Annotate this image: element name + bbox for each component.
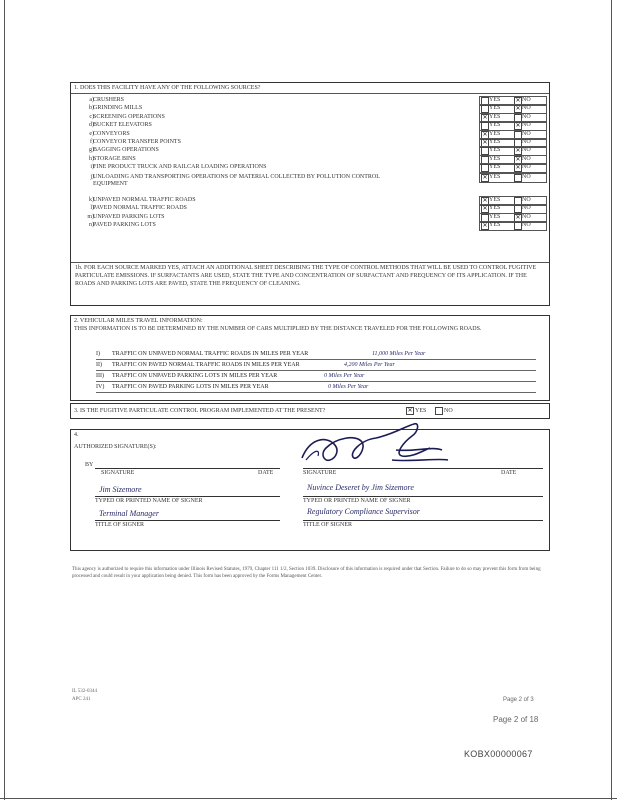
source-name: FINE PRODUCT TRUCK AND RAILCAR LOADING OPERATIONS — [93, 164, 267, 171]
fugitive-particulate-form — [70, 82, 548, 549]
no-label: NO — [444, 408, 453, 414]
page-edge — [611, 0, 612, 800]
handwritten-signature — [296, 420, 466, 470]
vmt-row — [96, 372, 536, 382]
source-name: STORAGE BINS — [93, 155, 136, 162]
control-program-question: 3. IS THE FUGITIVE PARTICULATE CONTROL PROGRAM IMPLEMENTED AT THE PRESENT? — [74, 408, 326, 414]
yes-checkbox[interactable]: ✕ — [482, 130, 488, 138]
source-letter: b) — [89, 105, 94, 112]
name-label: TYPED OR PRINTED NAME OF SIGNER — [95, 498, 203, 504]
vmt-number: II) — [96, 362, 102, 368]
source-name: UNPAVED NORMAL TRAFFIC ROADS — [93, 197, 196, 203]
signature-label: SIGNATURE — [303, 470, 337, 476]
source-row — [71, 114, 549, 122]
source-row — [71, 139, 549, 147]
vmt-row — [96, 361, 536, 371]
yes-checkbox[interactable] — [481, 164, 489, 172]
section-control-program — [70, 403, 550, 419]
source-name: CONVEYOR TRANSFER POINTS — [93, 139, 181, 145]
source-letter: j) — [90, 174, 94, 180]
section-vehicular-miles — [70, 315, 550, 401]
source-name: PAVED NORMAL TRAFFIC ROADS — [93, 205, 187, 212]
no-checkbox[interactable] — [435, 407, 443, 415]
signature-line — [95, 468, 280, 469]
source-letter: m) — [87, 213, 94, 220]
vmt-number: I) — [96, 351, 100, 357]
source-row — [71, 156, 549, 164]
vmt-label: TRAFFIC ON UNPAVED NORMAL TRAFFIC ROADS IN MILES PER YEAR — [112, 351, 309, 357]
source-row — [71, 164, 549, 172]
no-label: NO — [522, 139, 531, 145]
no-label: NO — [522, 147, 531, 154]
title-line — [303, 520, 543, 521]
signer-title: Terminal Manager — [99, 509, 159, 518]
form-id: IL 532-0344 — [72, 689, 97, 694]
authorized-signature-label: AUTHORIZED SIGNATURE(S): — [74, 444, 157, 450]
divider — [71, 262, 549, 263]
no-checkbox[interactable] — [514, 174, 522, 182]
source-letter: a) — [89, 97, 94, 103]
vmt-value[interactable]: 4,200 Miles Per Year — [344, 362, 395, 368]
yes-checkbox[interactable]: ✕ — [482, 139, 488, 146]
signature-line — [303, 468, 543, 469]
name-line — [303, 496, 543, 497]
yes-label: YES — [489, 139, 501, 145]
no-label: NO — [522, 164, 531, 171]
yes-label: YES — [489, 130, 501, 137]
no-label: NO — [522, 213, 531, 220]
yes-label: YES — [489, 205, 501, 212]
vmt-label: TRAFFIC ON UNPAVED PARKING LOTS IN MILES PER YEAR — [112, 373, 278, 379]
source-letter: g) — [89, 147, 94, 154]
vmt-value[interactable]: 0 Miles Per Year — [324, 373, 365, 379]
no-checkbox[interactable]: ✕ — [515, 164, 521, 172]
section-number: 4. — [74, 432, 79, 438]
source-row — [71, 174, 549, 187]
yes-checkbox[interactable]: ✕ — [482, 113, 488, 121]
yes-label: YES — [489, 222, 501, 229]
vmt-value[interactable]: 11,000 Miles Per Year — [372, 351, 426, 357]
page-edge — [4, 0, 5, 800]
source-name: CRUSHERS — [93, 97, 125, 103]
source-name: BUCKET ELEVATORS — [93, 122, 152, 129]
vmt-row — [96, 350, 536, 360]
name-line — [95, 496, 280, 497]
section-sources — [70, 82, 550, 306]
yes-label: YES — [489, 174, 501, 180]
section-title: 1. DOES THIS FACILITY HAVE ANY OF THE FOLLOWING SOURCES? — [74, 85, 261, 91]
vmt-number: IV) — [96, 384, 105, 390]
page-reference: Page 2 of 3 — [503, 697, 534, 703]
section-intro: THIS INFORMATION IS TO BE DETERMINED BY THE NUMBER OF CARS MULTIPLIED BY THE DISTANCE TRAVELED FOR THE FOLLOWING ROADS. — [74, 326, 482, 332]
date-label: DATE — [501, 470, 517, 476]
no-label: NO — [522, 105, 531, 112]
yes-checkbox[interactable]: ✕ — [482, 222, 488, 230]
by-label: BY — [85, 462, 94, 468]
source-name: UNPAVED PARKING LOTS — [93, 213, 165, 220]
yes-label: YES — [489, 122, 501, 129]
source-row — [71, 222, 549, 230]
title-label: TITLE OF SIGNER — [303, 522, 352, 528]
no-label: NO — [522, 222, 531, 229]
bates-number: KOBX00000067 — [464, 749, 533, 759]
source-letter: h) — [89, 155, 94, 162]
no-label: NO — [522, 155, 531, 162]
yes-checkbox[interactable]: ✕ — [407, 407, 413, 414]
source-row — [71, 122, 549, 130]
section-signatures — [70, 429, 550, 551]
source-row — [71, 97, 549, 105]
no-label: NO — [522, 174, 531, 180]
no-label: NO — [522, 97, 531, 103]
yes-checkbox[interactable]: ✕ — [482, 174, 488, 181]
source-letter: l) — [90, 205, 94, 212]
right-printed-name: Nuvince Deseret by Jim Sizemore — [307, 483, 414, 492]
source-row — [71, 147, 549, 155]
printed-name: Jim Sizemore — [99, 485, 142, 494]
no-label: NO — [522, 122, 531, 129]
source-name: UNLOADING AND TRANSPORTING OPERATIONS OF MATERIAL COLLECTED BY POLLUTION CONTROL — [93, 174, 380, 180]
date-label: DATE — [258, 470, 274, 476]
yes-checkbox[interactable]: ✕ — [482, 205, 488, 213]
source-letter: f) — [90, 139, 94, 145]
title-line — [95, 520, 280, 521]
legal-disclaimer: This agency is authorized to require this information under Illinois Revised Statutes, 1979, Chapter 111 1/2, Section 1039. Disclosure of this information is required under that Section. Failure to do so may prevent this form from being processed and could result in your application being denied. This form has been approved by the Forms Management Center. — [72, 567, 541, 579]
right-signer-title: Regulatory Compliance Supervisor — [307, 507, 420, 516]
no-checkbox[interactable]: ✕ — [515, 105, 521, 113]
source-letter: k) — [89, 197, 94, 203]
source-row — [71, 205, 549, 213]
page-edge — [0, 798, 617, 799]
no-label: NO — [522, 205, 531, 212]
yes-label: YES — [489, 105, 501, 112]
no-label: NO — [522, 197, 531, 203]
no-label: NO — [522, 130, 531, 137]
no-checkbox[interactable]: ✕ — [515, 97, 521, 104]
source-name-continued: EQUIPMENT — [93, 181, 128, 187]
yes-checkbox[interactable]: ✕ — [482, 197, 488, 204]
source-letter: d) — [89, 122, 94, 129]
no-checkbox[interactable]: ✕ — [515, 147, 521, 155]
source-row — [71, 131, 549, 139]
form-id: APC 241 — [72, 697, 91, 702]
divider — [71, 93, 549, 94]
source-name: PAVED PARKING LOTS — [93, 222, 156, 229]
source-letter: e) — [89, 130, 94, 137]
no-checkbox[interactable] — [514, 222, 522, 230]
title-label: TITLE OF SIGNER — [95, 522, 144, 528]
no-checkbox[interactable]: ✕ — [515, 155, 521, 163]
source-letter: c) — [89, 113, 94, 120]
vmt-number: III) — [96, 373, 104, 379]
section-title: 2. VEHICULAR MILES TRAVEL INFORMATION: — [74, 318, 203, 324]
source-letter: i) — [90, 164, 94, 171]
vmt-value[interactable]: 0 Miles Per Year — [328, 384, 369, 390]
yes-label: YES — [489, 164, 501, 171]
name-label: TYPED OR PRINTED NAME OF SIGNER — [303, 498, 411, 504]
vmt-label: TRAFFIC ON PAVED PARKING LOTS IN MILES PER YEAR — [112, 384, 269, 390]
control-methods-note: 1b. FOR EACH SOURCE MARKED YES, ATTACH AN ADDITIONAL SHEET DESCRIBING THE TYPE OF CONTROL METHODS THAT WILL BE USED TO CONTROL FUGITIVE PARTICULATE EMISSIONS. IF SURFACTANTS ARE USED, STATE THE TYPE AND CONCENTRATION OF SURFACTANT AND FREQUENCY OF ITS APPLICATION. IF THE ROADS AND PARKING LOTS ARE PAVED, STATE THE FREQUENCY OF CLEANING. — [75, 265, 537, 287]
source-row — [71, 214, 549, 222]
source-row — [71, 197, 549, 205]
yes-label: YES — [489, 155, 501, 162]
page-number: Page 2 of 18 — [493, 715, 539, 724]
no-label: NO — [522, 113, 531, 120]
source-row — [71, 105, 549, 113]
source-name: CONVEYORS — [93, 130, 130, 137]
yes-label: YES — [489, 197, 501, 203]
yes-label: YES — [489, 113, 501, 120]
source-name: GRINDING MILLS — [93, 105, 143, 112]
yes-label: YES — [489, 97, 501, 103]
source-name: BAGGING OPERATIONS — [93, 147, 159, 154]
no-checkbox[interactable]: ✕ — [515, 213, 521, 221]
vmt-row — [96, 383, 536, 393]
yes-label: YES — [489, 147, 501, 154]
vmt-label: TRAFFIC ON PAVED NORMAL TRAFFIC ROADS IN MILES PER YEAR — [112, 362, 300, 368]
source-letter: n) — [89, 222, 94, 229]
no-checkbox[interactable]: ✕ — [515, 122, 521, 130]
yes-label: YES — [489, 213, 501, 220]
source-name: SCREENING OPERATIONS — [93, 113, 165, 120]
yes-label: YES — [415, 408, 427, 414]
signature-label: SIGNATURE — [101, 470, 135, 476]
